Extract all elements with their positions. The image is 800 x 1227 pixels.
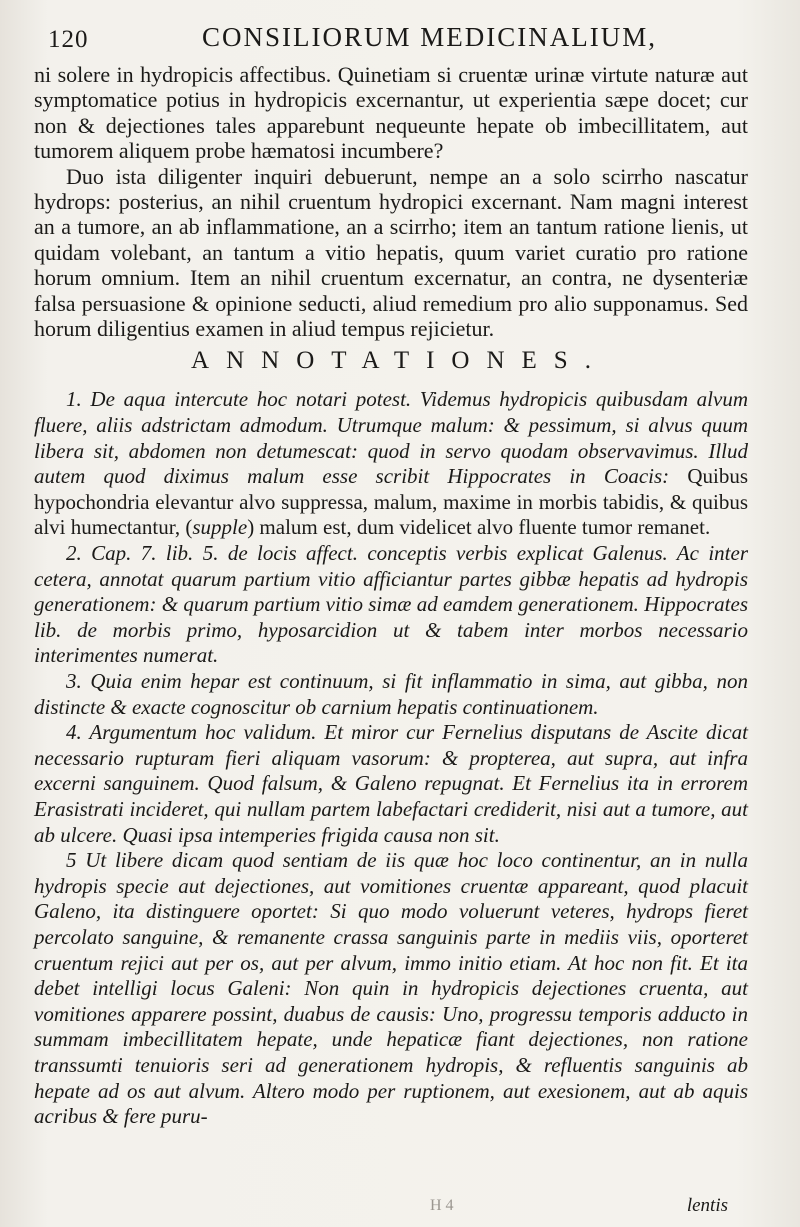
annotation-text: 5 Ut libere dicam quod sentiam de iis quæ hoc loco continentur, an in nulla hydropis specie aut dejectiones, aut vomitiones cruentæ appareant, quod placuit Galeno, ita distinguere oportet: Si quo modo voluerunt veteres, hydrops fieret percolato sanguine, & remanente crassa sanguinis parte in mediis viis, oporteret cruentum rejici aut per os, aut per alvum, immo initio etiam. At hoc non fit. Et ita debet intelligi locus Galeni: Non quin in hydropicis dejectiones cruenta, aut vomitiones apparere possint, duabus de causis: Uno, progressu temporis adducto in summam imbecillitatem hepate, unde hepaticæ fiant dejectiones, non ratione transsumti tenuioris seri ad generationem hydropis, & refluentis sanguinis ab hepate ad os aut alvum. Altero modo per ruptionem, aut exesionem, aut ab aquis acribus & fere puru- — [34, 848, 748, 1129]
signature-mark: H 4 — [430, 1197, 454, 1214]
catchword: lentis — [686, 1195, 728, 1216]
annotation-item — [34, 848, 748, 1130]
body-paragraph: ni solere in hydropicis affectibus. Quinetiam si cruentæ urinæ virtute naturæ aut symptomatice potius in hydropicis excernantur, ut experientia sæpe docet; cur non & dejectiones tales apparebunt nequeunte hepate ob imbecillitatem, aut tumorem aliquem probe hæmatosi incumbere? — [34, 62, 748, 164]
annotation-quote: Quibus hypochondria elevantur alvo suppressa, malum, maxime in morbis tabidis, & quibus alvi humectantur, ( — [34, 464, 748, 540]
annotation-quote: ) malum est, dum videlicet alvo fluente tumor remanet. — [247, 515, 711, 540]
annotation-text: 2. Cap. 7. lib. 5. de locis affect. conceptis verbis explicat Galenus. Ac inter cetera, annotat quarum partium vitio afficiantur partes gibbæ hepatis ad hydropis generationem: & quarum partium vitio simæ ad eamdem generationem. Hippocrates lib. de morbis primo, hyposarcidion ut & tabem inter morbos necessario interimentes numerat. — [34, 541, 748, 668]
running-title: CONSILIORUM MEDICINALIUM, — [202, 22, 657, 52]
annotation-item — [34, 387, 748, 541]
body-paragraph: Duo ista diligenter inquiri debuerunt, nempe an a solo scirrho nascatur hydrops: posterius, an nihil cruentum hydropici excernant. Nam magni interest an a tumore, an ab inflammatione, an a scirrho; item an tantum ratione lienis, ut quidam volebant, an tantum a vitio hepatis, quum variet curatio pro ratione horum omnium. Item an nihil cruentum excernatur, an contra, ne dysenteriæ falsa persuasione & opinione seducti, aliud remedium pro alio supponamus. Sed horum diligentius examen in aliud tempus rejicietur. — [34, 163, 748, 342]
annotation-item — [34, 720, 748, 848]
section-heading: ANNOTATIONES. — [191, 347, 608, 375]
annotation-text: 4. Argumentum hoc validum. Et miror cur Fernelius disputans de Ascite dicat necessario rupturam fieri aliquam vasorum: & propterea, aut supra, aut infra excerni sanguinem. Quod falsum, & Galeno repugnat. Et Fernelius ita in errorem Erasistrati incideret, qui nullam partem labefactari crediderit, nisi aut a tumore, aut ab ulcere. Quasi ipsa intemperies frigida causa non sit. — [34, 720, 748, 847]
annotation-text: supple — [192, 515, 248, 540]
annotation-item — [34, 669, 748, 720]
main-text — [34, 62, 748, 341]
annotation-text: 3. Quia enim hepar est continuum, si fit inflammatio in sima, aut gibba, non distincte & exacte cognoscitur ob carnium hepatis continuationem. — [34, 669, 748, 719]
page-number: 120 — [48, 26, 89, 53]
annotations-list — [34, 387, 748, 1129]
annotation-text: 1. De aqua intercute hoc notari potest. Videmus hydropicis quibusdam alvum fluere, aliis adstrictam admodum. Utrumque malum: & pessimum, si alvus quum libera sit, abdomen non detumescat: quod in servo quodam observavimus. Illud autem quod diximus malum esse scribit Hippocrates in Coacis: — [34, 387, 748, 489]
annotation-item — [34, 541, 748, 669]
running-head — [34, 22, 748, 62]
